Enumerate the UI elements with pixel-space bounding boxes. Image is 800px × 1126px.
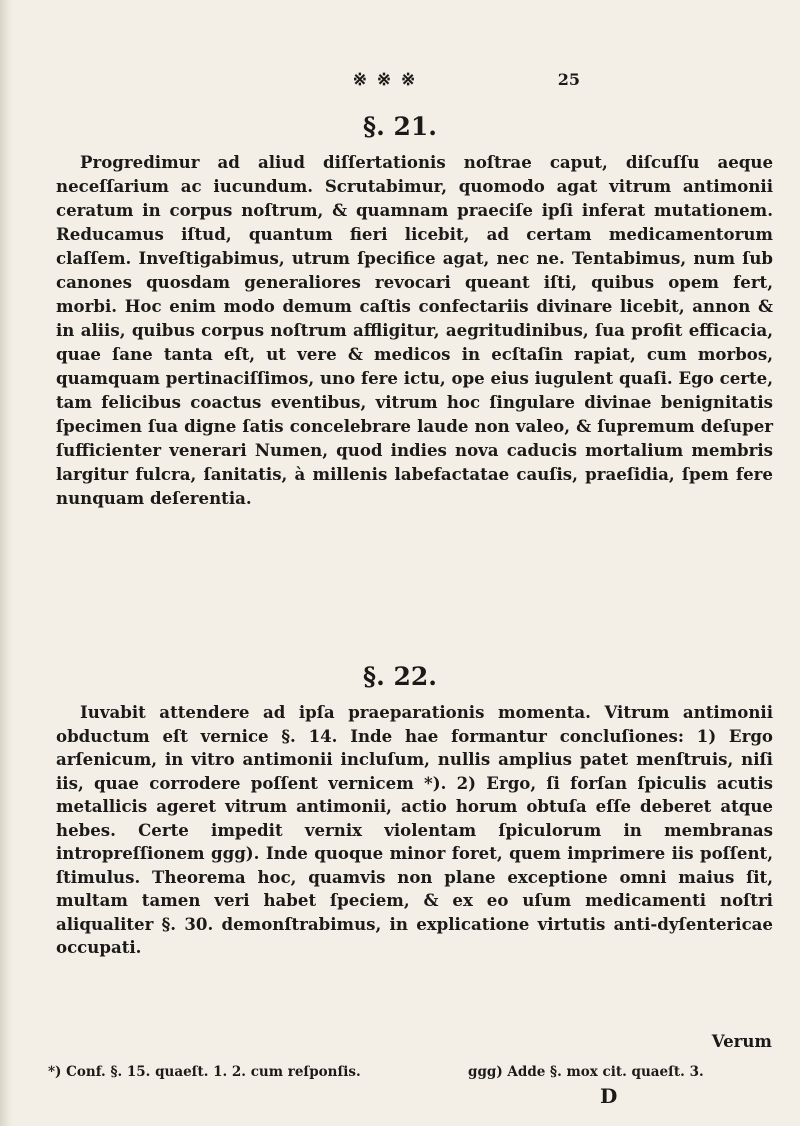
footnote-ggg: ggg) Adde §. mox cit. quaeſt. 3. [468,1064,704,1080]
footnote-asterisk: *) Conf. §. 15. quaeſt. 1. 2. cum reſponſis. [48,1064,361,1080]
catchword: Verum [711,1031,772,1051]
section-21-text: Progredimur ad aliud diſſertationis noſtrae caput, diſcuſſu aeque neceſſarium ac iucundum. Scrutabimur, quomodo agat vitrum antimonii ceratum in corpus noſtrum, & quamnam praeciſe ipſi inferat mutationem. Reducamus iſtud, quantum fieri licebit, ad certam medicamentorum claſſem. Inveſtigabimus, utrum ſpecifice agat, nec ne. Tentabimus, num ſub canones quosdam generaliores revocari queant iſti, quibus opem fert, morbi. Hoc enim modo demum caſtis confectariis divinare licebit, annon & in aliis, quibus corpus noſtrum affligitur, aegritudinibus, ſua profit efficacia, quae ſane tanta eſt, ut vere & medicos in ecſtaſin rapiat, cum morbos, quamquam pertinaciſſimos, uno fere ictu, ope eius iugulent quaſi. Ego certe, tam felicibus coactus eventibus, vitrum hoc ſingulare divinae benignitatis ſpecimen ſua digne ſatis concelebrare laude non valeo, & ſupremum deſuper ſufficienter venerari Numen, quod indies nova caducis mortalium membris largitur fulcra, ſanitatis, à millenis labefactatae cauſis, praeſidia, ſpem fere nunquam deſerentia. [56,152,773,508]
page-number: 25 [557,70,580,89]
section-22-text: Iuvabit attendere ad ipſa praeparationis momenta. Vitrum antimonii obductum eſt vernice §. 14. Inde hae formantur concluſiones: 1) Ergo arſenicum, in vitro antimonii incluſum, nullis amplius patet menſtruis, niſi iis, quae corrodere poſſent vernicem *). 2) Ergo, ſi forſan ſpiculis acutis metallicis ageret vitrum antimonii, actio horum obtuſa eſſe deberet atque hebes. Certe impedit vernix violentam ſpiculorum in membranas intropreſſionem ggg). Inde quoque minor foret, quem imprimere iis poſſent, ſtimulus. Theorema hoc, quamvis non plane exceptione omni maius ſit, multam tamen veri habet ſpeciem, & ex eo uſum medicamenti noſtri aliqualiter §. 30. demonſtrabimus, in explicatione virtutis anti-dyſentericae occupati. [56,702,773,957]
running-header [300,70,580,92]
section-heading-21: §. 21. [363,112,437,141]
section-heading-22: §. 22. [363,662,437,691]
footnotes [48,1063,773,1113]
page-edge [0,0,14,1126]
signature-mark: D [600,1084,618,1108]
header-ornament: ※ ※ ※ [352,70,418,90]
